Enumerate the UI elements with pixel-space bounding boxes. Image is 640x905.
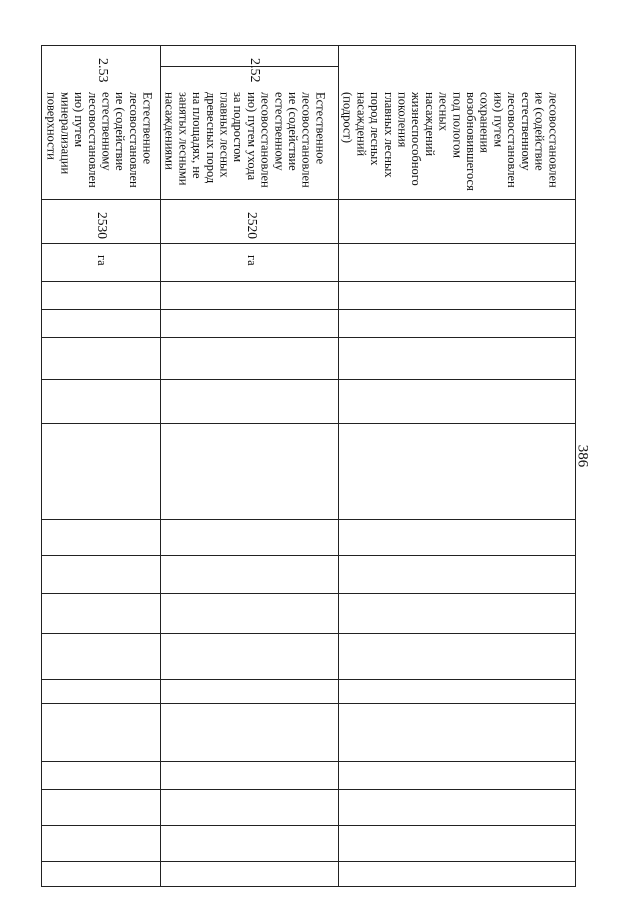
row-number: 2.53 xyxy=(95,58,110,83)
column-separator xyxy=(42,679,575,680)
row-unit: га xyxy=(245,255,259,266)
row-separator xyxy=(338,46,339,886)
column-separator xyxy=(42,555,575,556)
column-separator xyxy=(42,423,575,424)
column-separator xyxy=(42,593,575,594)
column-separator xyxy=(42,199,575,200)
row-number: 2.52 xyxy=(247,58,262,83)
column-separator xyxy=(42,243,575,244)
row-name: лесовосстановлен ие (содействие естественному лесовосстановлен ию) путем сохранения возобновившегося под пологом лесных насаждений жизнеспособного поколения главных лесных пород лесных насаждений (подрост) xyxy=(340,92,561,191)
column-separator xyxy=(42,633,575,634)
row-unit: га xyxy=(95,255,109,266)
column-separator xyxy=(42,761,575,762)
column-separator xyxy=(42,703,575,704)
row-separator xyxy=(160,46,161,886)
column-separator xyxy=(42,337,575,338)
row-name: Естественное лесовосстановлен ие (содействие естественному лесовосстановлен ию) путем ухода за подростом главных лесных древесных пород на площадях, не занятых лесными насаждениями xyxy=(162,92,328,188)
column-separator xyxy=(42,281,575,282)
column-separator xyxy=(42,379,575,380)
column-separator xyxy=(42,861,575,862)
page-number: 386 xyxy=(574,444,591,468)
column-separator xyxy=(42,519,575,520)
row-code: 2530 xyxy=(95,212,110,239)
row-name: Естественное лесовосстановлен ие (содействие естественному лесовосстановлен ию) путем минерализации поверхности xyxy=(44,92,155,188)
row-code: 2520 xyxy=(245,212,260,239)
column-separator xyxy=(42,309,575,310)
column-separator xyxy=(42,789,575,790)
column-separator xyxy=(42,825,575,826)
